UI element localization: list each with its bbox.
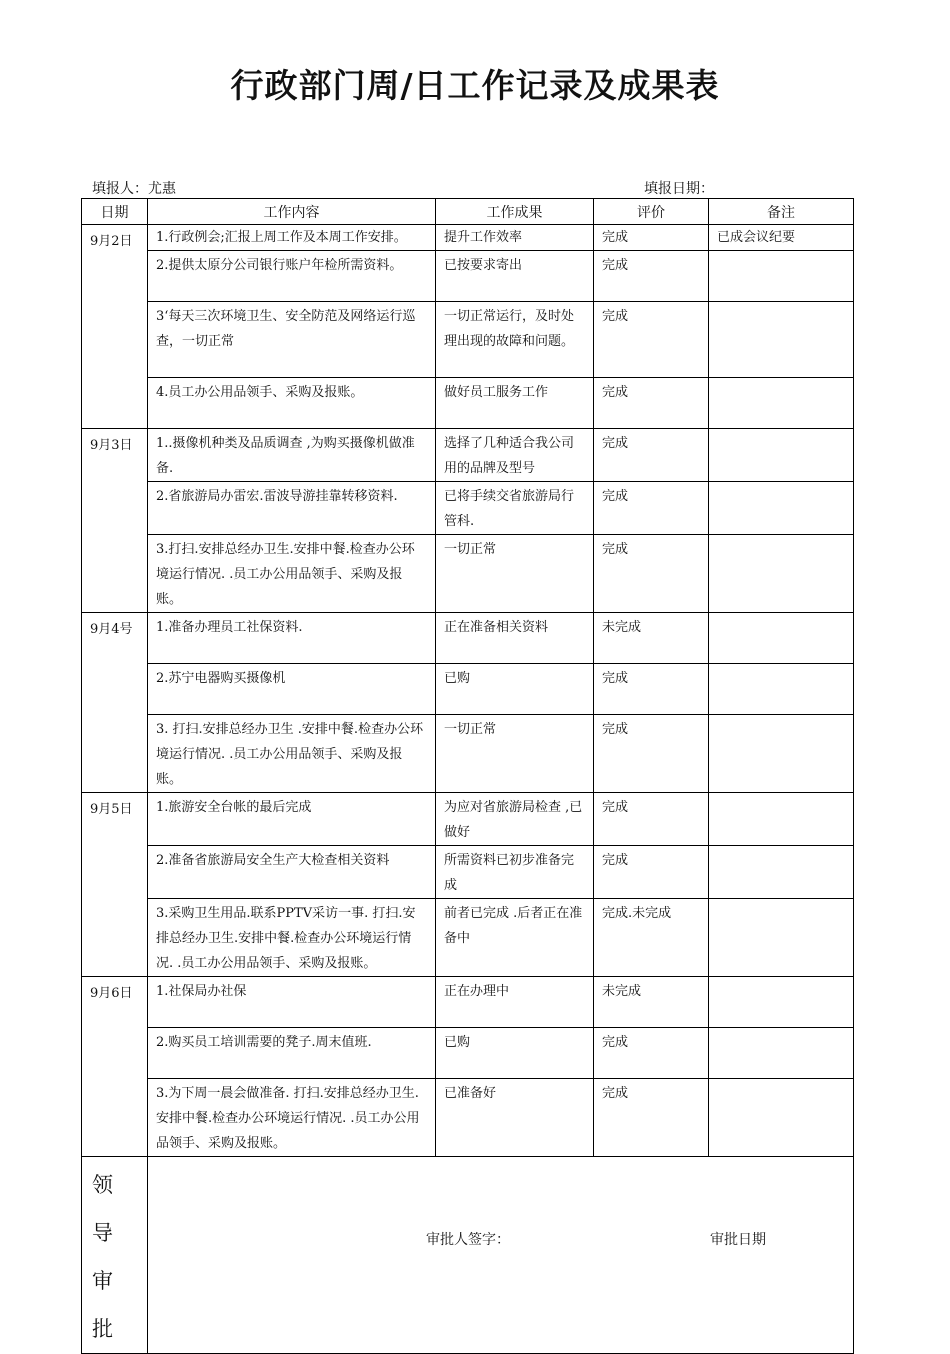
result-cell: 一切正常 [436,535,594,613]
content-cell: 3. 打扫.安排总经办卫生 .安排中餐.检查办公环境运行情况. .员工办公用品领手、采购及报账。 [148,715,436,793]
result-cell: 一切正常 [436,715,594,793]
table-row [82,715,854,793]
work-record-table [81,198,854,1354]
header-row [82,199,854,225]
note-cell [709,899,854,977]
note-cell [709,613,854,664]
header-date: 日期 [82,199,148,225]
result-cell: 已准备好 [436,1079,594,1157]
result-cell: 选择了几种适合我公司用的品牌及型号 [436,429,594,482]
eval-cell: 完成 [594,302,709,378]
table-row [82,251,854,302]
content-cell: 3.采购卫生用品.联系PPTV采访一事. 打扫.安排总经办卫生.安排中餐.检查办公环境运行情况. .员工办公用品领手、采购及报账。 [148,899,436,977]
eval-cell: 完成 [594,378,709,429]
note-cell [709,715,854,793]
result-cell: 已购 [436,1028,594,1079]
content-cell: 2.准备省旅游局安全生产大检查相关资料 [148,846,436,899]
table-row [82,846,854,899]
report-date-label: 填报日期： [644,181,714,197]
table-row [82,613,854,664]
table-row [82,482,854,535]
content-cell: 3.为下周一晨会做准备. 打扫.安排总经办卫生.安排中餐.检查办公环境运行情况. .员工办公用品领手、采购及报账。 [148,1079,436,1157]
table-row [82,899,854,977]
table-row [82,1028,854,1079]
table-row [82,429,854,482]
approver-signature-label: 审批人签字： [426,1232,510,1248]
result-cell: 已按要求寄出 [436,251,594,302]
result-cell: 前者已完成 .后者正在准备中 [436,899,594,977]
header-content: 工作内容 [148,199,436,225]
result-cell: 提升工作效率 [436,225,594,251]
header-note: 备注 [709,199,854,225]
table-row [82,977,854,1028]
content-cell: 4.员工办公用品领手、采购及报账。 [148,378,436,429]
eval-cell: 完成 [594,846,709,899]
table-row [82,664,854,715]
date-cell: 9月5日 [82,793,148,977]
content-cell: 2.提供太原分公司银行账户年检所需资料。 [148,251,436,302]
note-cell [709,429,854,482]
result-cell: 已将手续交省旅游局行管科. [436,482,594,535]
content-cell: 2.苏宁电器购买摄像机 [148,664,436,715]
note-cell [709,535,854,613]
eval-cell: 完成 [594,429,709,482]
note-cell [709,977,854,1028]
header-result: 工作成果 [436,199,594,225]
page-title: 行政部门周/日工作记录及成果表 [230,66,720,105]
header-evaluation: 评价 [594,199,709,225]
eval-cell: 完成 [594,793,709,846]
eval-cell: 未完成 [594,977,709,1028]
note-cell [709,378,854,429]
note-cell [709,251,854,302]
content-cell: 1..摄像机种类及品质调查 ,为购买摄像机做准备. [148,429,436,482]
eval-cell: 完成 [594,535,709,613]
content-cell: 1.社保局办社保 [148,977,436,1028]
table-row [82,1079,854,1157]
approval-row [82,1157,854,1354]
approval-cell [148,1157,854,1354]
eval-cell: 完成 [594,1028,709,1079]
result-cell: 做好员工服务工作 [436,378,594,429]
reporter: 填报人：尤惠 [92,181,176,197]
date-cell: 9月4号 [82,613,148,793]
content-cell: 1.行政例会;汇报上周工作及本周工作安排。 [148,225,436,251]
result-cell: 为应对省旅游局检查 ,已做好 [436,793,594,846]
eval-cell: 完成 [594,1079,709,1157]
note-cell: 已成会议纪要 [709,225,854,251]
note-cell [709,1028,854,1079]
date-cell: 9月2日 [82,225,148,429]
eval-cell: 完成 [594,482,709,535]
content-cell: 2.省旅游局办雷宏.雷波导游挂靠转移资料. [148,482,436,535]
content-cell: 3.打扫.安排总经办卫生.安排中餐.检查办公环境运行情况. .员工办公用品领手、采购及报账。 [148,535,436,613]
content-cell: 1.旅游安全台帐的最后完成 [148,793,436,846]
content-cell: 1.准备办理员工社保资料. [148,613,436,664]
leader-approval-label: 领导审批 [82,1157,148,1354]
table-row [82,793,854,846]
content-cell: 2.购买员工培训需要的凳子.周末值班. [148,1028,436,1079]
date-cell: 9月6日 [82,977,148,1157]
note-cell [709,793,854,846]
note-cell [709,482,854,535]
eval-cell: 完成 [594,715,709,793]
result-cell: 正在办理中 [436,977,594,1028]
content-cell: 3ʻ每天三次环境卫生、安全防范及网络运行巡查，一切正常 [148,302,436,378]
note-cell [709,1079,854,1157]
eval-cell: 完成 [594,251,709,302]
table-row [82,535,854,613]
table-row [82,378,854,429]
date-cell: 9月3日 [82,429,148,613]
table-row [82,225,854,251]
approval-date-label: 审批日期 [710,1232,766,1248]
eval-cell: 完成 [594,225,709,251]
result-cell: 一切正常运行，及时处理出现的故障和问题。 [436,302,594,378]
result-cell: 正在准备相关资料 [436,613,594,664]
result-cell: 所需资料已初步准备完成 [436,846,594,899]
eval-cell: 完成.未完成 [594,899,709,977]
note-cell [709,302,854,378]
note-cell [709,664,854,715]
table-row [82,302,854,378]
eval-cell: 完成 [594,664,709,715]
eval-cell: 未完成 [594,613,709,664]
result-cell: 已购 [436,664,594,715]
note-cell [709,846,854,899]
